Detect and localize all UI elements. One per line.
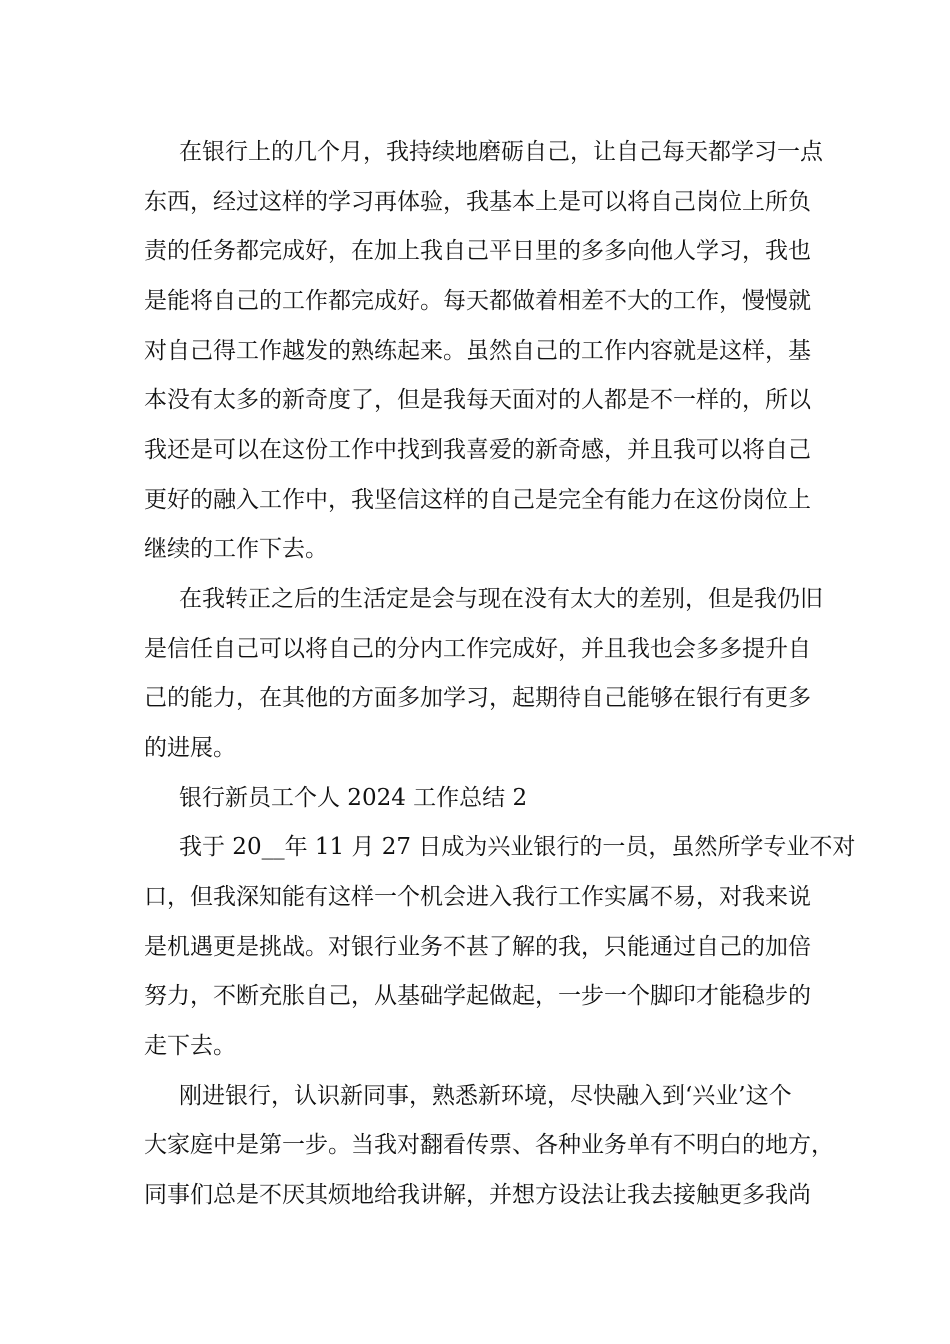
text-line: 东西，经过这样的学习再体验，我基本上是可以将自己岗位上所负 [144,189,811,215]
section-heading: 银行新员工个人 2024 工作总结 2 [179,785,528,811]
text-line: 对自己得工作越发的熟练起来。虽然自己的工作内容就是这样，基 [144,338,811,364]
text-line: 是机遇更是挑战。对银行业务不甚了解的我，只能通过自己的加倍 [144,934,811,960]
text-line: 在银行上的几个月，我持续地磨砺自己，让自己每天都学习一点 [179,139,823,165]
text-line: 刚进银行，认识新同事，熟悉新环境，尽快融入到‘兴业’这个 [179,1083,792,1109]
text-line: 大家庭中是第一步。当我对翻看传票、各种业务单有不明白的地方， [144,1132,834,1158]
text-line: 口，但我深知能有这样一个机会进入我行工作实属不易，对我来说 [144,884,811,910]
text-line: 继续的工作下去。 [144,536,328,562]
text-line: 己的能力，在其他的方面多加学习，起期待自己能够在银行有更多 [144,685,811,711]
text-line: 努力，不断充胀自己，从基础学起做起，一步一个脚印才能稳步的 [144,983,811,1009]
text-line: 的进展。 [144,735,236,761]
text-line: 同事们总是不厌其烦地给我讲解，并想方设法让我去接触更多我尚 [144,1182,811,1208]
text-line: 我还是可以在这份工作中找到我喜爱的新奇感，并且我可以将自己 [144,437,811,463]
text-line: 我于 20__年 11 月 27 日成为兴业银行的一员，虽然所学专业不对 [179,834,856,860]
text-line: 责的任务都完成好，在加上我自己平日里的多多向他人学习，我也 [144,238,811,264]
text-line: 走下去。 [144,1033,236,1059]
text-line: 本没有太多的新奇度了，但是我每天面对的人都是不一样的，所以 [144,387,811,413]
text-line: 是能将自己的工作都完成好。每天都做着相差不大的工作，慢慢就 [144,288,811,314]
text-line: 是信任自己可以将自己的分内工作完成好，并且我也会多多提升自 [144,636,811,662]
text-line: 更好的融入工作中，我坚信这样的自己是完全有能力在这份岗位上 [144,487,811,513]
text-line: 在我转正之后的生活定是会与现在没有太大的差别，但是我仍旧 [179,586,823,612]
